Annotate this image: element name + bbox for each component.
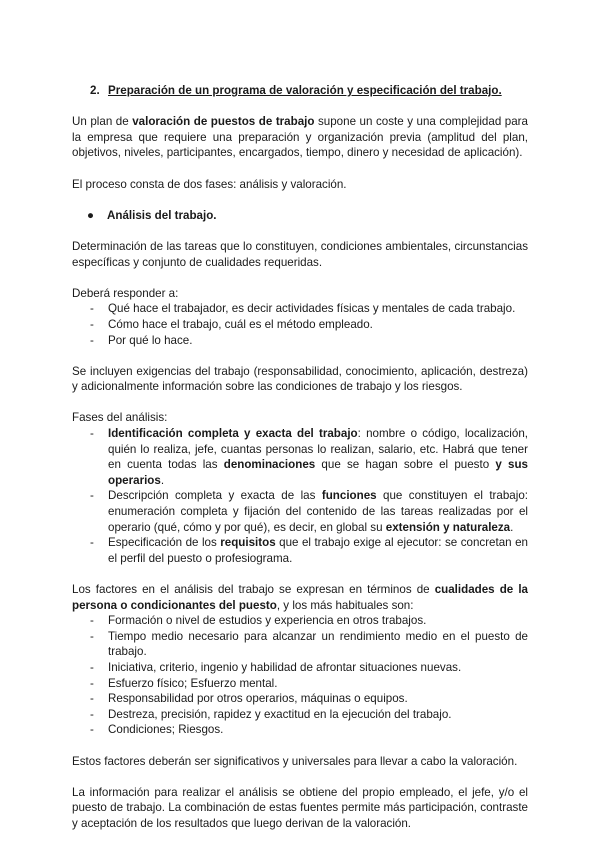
list-item: - Cómo hace el trabajo, cuál es el método empleado. (90, 317, 373, 331)
intro-text-c: supone un coste y una complejidad para la empresa que requiere una preparación y organización previa (amplitud del plan, objetivos, niveles, participantes, encargados, tiempo, dinero y necesidad de aplicación). (72, 115, 528, 160)
list-item: - Iniciativa, criterio, ingenio y habilidad de afrontar situaciones nuevas. (90, 660, 462, 674)
closing-paragraph-1: Estos factores deberán ser significativos y universales para llevar a cabo la valoración. (72, 754, 518, 768)
list-item: - Descripción completa y exacta de las funciones que constituyen el trabajo: enumeración completa y fijación del contenido de las tareas realizadas por el operario (qué, cómo y por qué), es decir, en global su extensión y naturaleza. (90, 489, 528, 534)
list-item: - Responsabilidad por otros operarios, máquinas o equipos. (90, 692, 408, 706)
list-item: - Qué hace el trabajador, es decir actividades físicas y mentales de cada trabajo. (90, 302, 516, 316)
section-number: 2. (90, 84, 100, 97)
process-paragraph: El proceso consta de dos fases: análisis y valoración. (72, 177, 347, 191)
phases-list (72, 426, 528, 566)
factors-paragraph: Los factores en el análisis del trabajo se expresan en términos de cualidades de la persona o condicionantes del puesto, y los más habituales son: (72, 583, 528, 612)
respond-list (72, 301, 528, 348)
list-item: - Tiempo medio necesario para alcanzar un rendimiento medio en el puesto de trabajo. (90, 629, 528, 659)
subsection-title: Análisis del trabajo. (107, 208, 217, 222)
closing-paragraph-2: La información para realizar el análisis se obtiene del propio empleado, el jefe, y/o el puesto de trabajo. La combinación de estas fuentes permite más participación, contraste y aceptación de los resultados que luego derivan de la valoración. (72, 785, 528, 830)
intro-bold: valoración de puestos de trabajo (132, 115, 315, 129)
bullet-icon: ● (87, 208, 95, 222)
subsection-heading (87, 208, 528, 224)
section-heading (90, 83, 528, 99)
list-item: - Por qué lo hace. (90, 333, 193, 347)
respond-lead: Deberá responder a: (72, 286, 179, 300)
list-item: - Especificación de los requisitos que el trabajo exige al ejecutor: se concretan en el perfil del puesto o profesiograma. (90, 536, 528, 565)
list-item: - Destreza, precisión, rapidez y exactitud en la ejecución del trabajo. (90, 707, 452, 721)
section-heading-text: Preparación de un programa de valoración y especificación del trabajo. (108, 84, 502, 97)
list-item: - Identificación completa y exacta del trabajo: nombre o código, localización, quién lo realiza, jefe, cuantas personas lo realizan, salario, etc. Habrá que tener en cuenta todas las denominaciones que se hagan sobre el puesto y sus operarios. (90, 427, 529, 487)
document-page (72, 83, 528, 832)
intro-paragraph (72, 114, 528, 161)
factors-list (72, 613, 528, 738)
list-item: - Condiciones; Riesgos. (90, 723, 224, 737)
phases-lead: Fases del análisis: (72, 411, 168, 425)
list-item: - Formación o nivel de estudios y experiencia en otros trabajos. (90, 614, 427, 628)
intro-text-a: Un plan de (72, 115, 133, 129)
list-item: - Esfuerzo físico; Esfuerzo mental. (90, 676, 278, 690)
requirements-paragraph: Se incluyen exigencias del trabajo (responsabilidad, conocimiento, aplicación, destreza) y adicionalmente información sobre las condiciones de trabajo y los riesgos. (72, 364, 528, 394)
determination-paragraph: Determinación de las tareas que lo constituyen, condiciones ambientales, circunstancias específicas y conjunto de cualidades requeridas. (72, 239, 528, 269)
